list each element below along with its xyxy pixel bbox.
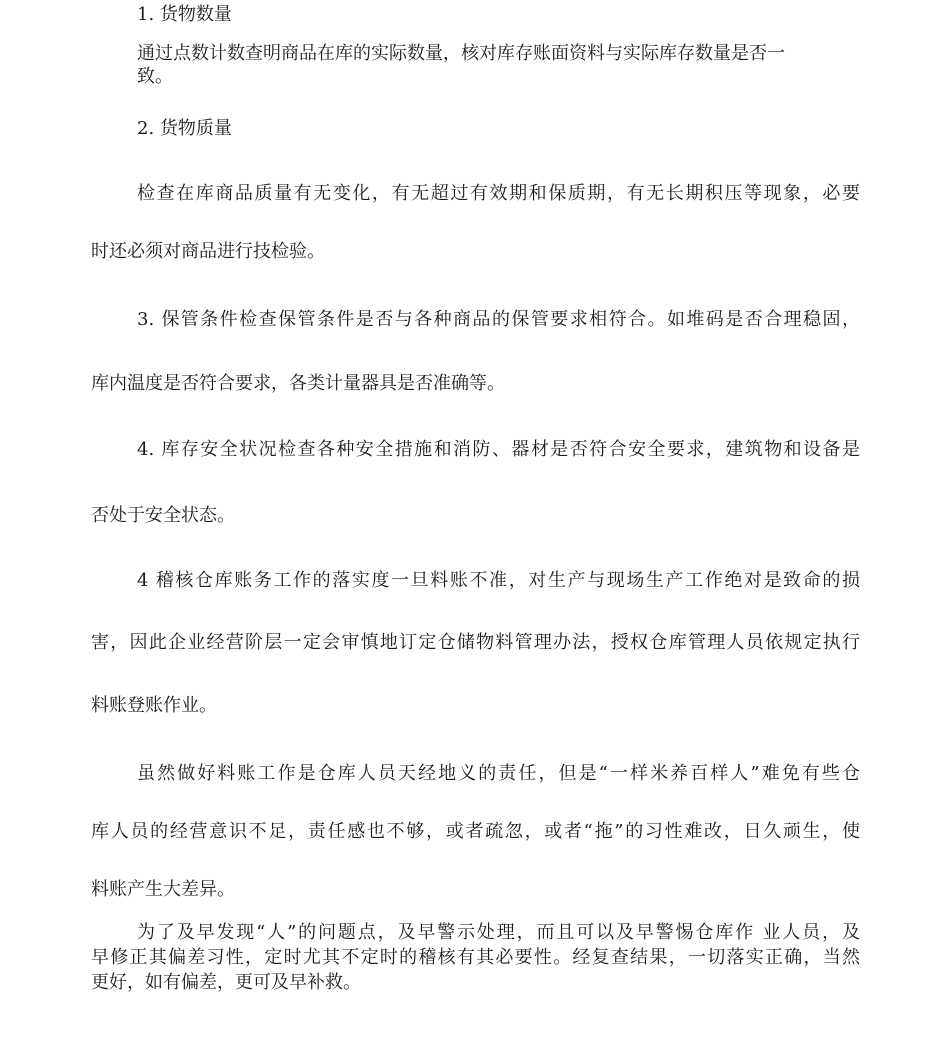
text-line: 检查在库商品质量有无变化，有无超过有效期和保质期，有无长期积压等现象，必要	[137, 183, 860, 204]
text-line: 虽然做好料账工作是仓库人员天经地义的责任，但是“一样米养百样人”难免有些仓	[137, 763, 860, 784]
text-line: 3. 保管条件检查保管条件是否与各种商品的保管要求相符合。如堆码是否合理稳固，	[137, 309, 860, 330]
text-line: 通过点数计数查明商品在库的实际数量，核对库存账面资料与实际库存数量是否一	[137, 43, 785, 64]
text-line: 更好，如有偏差，更可及早补救。	[91, 972, 361, 993]
text-line: 料账登账作业。	[91, 695, 217, 716]
text-line: 4 稽核仓库账务工作的落实度一旦料账不准，对生产与现场生产工作绝对是致命的损	[137, 570, 860, 591]
text-line: 时还必须对商品进行技检验。	[91, 241, 325, 262]
text-line: 害，因此企业经营阶层一定会审慎地订定仓储物料管理办法，授权仓库管理人员依规定执行	[91, 632, 860, 653]
text-line: 4. 库存安全状况检查各种安全措施和消防、器材是否符合安全要求，建筑物和设备是	[137, 439, 860, 460]
text-line: 早修正其偏差习性，定时尤其不定时的稽核有其必要性。经复查结果，一切落实正确，当然	[91, 947, 860, 968]
text-line: 致。	[137, 66, 173, 87]
heading-goods-quality: 2. 货物质量	[137, 118, 232, 139]
text-line: 否处于安全状态。	[91, 505, 235, 526]
text-line: 为了及早发现“人”的问题点，及早警示处理，而且可以及早警惕仓库作 业人员，及	[137, 922, 860, 943]
heading-goods-quantity: 1. 货物数量	[137, 4, 232, 25]
text-line: 库内温度是否符合要求，各类计量器具是否准确等。	[91, 373, 505, 394]
text-line: 库人员的经营意识不足，责任感也不够，或者疏忽，或者“拖”的习性难改，日久顽生，使	[91, 821, 860, 842]
text-line: 料账产生大差异。	[91, 879, 235, 900]
